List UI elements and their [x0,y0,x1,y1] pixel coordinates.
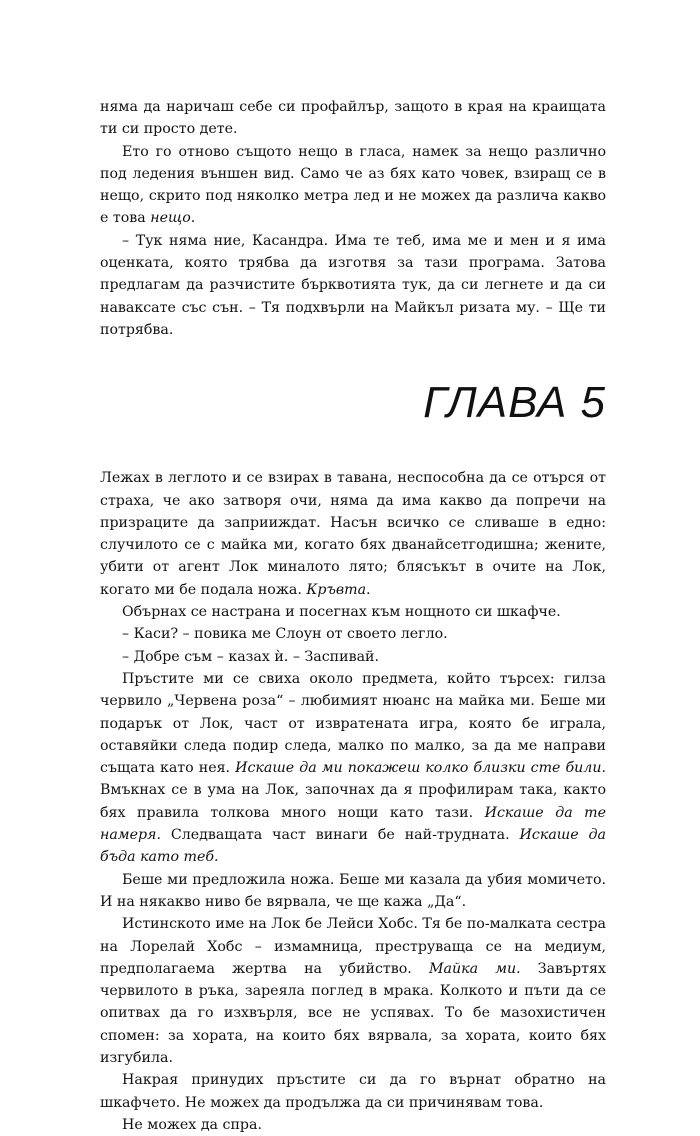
text-run: Истинското име на Лок бе Лейси Хобс. Тя бе по-малката сестра на Лорелай Хобс – измамница, преструваща се на медиум, предполагаема жертва на убийство. [100,916,606,977]
text-run: . [366,581,371,598]
paragraph [100,646,606,668]
italic-text: Искаше да бъда като теб. [100,827,606,866]
book-page [100,96,606,1136]
text-run: Пръстите ми се свиха около предмета, който търсех: гилза червило „Червена роза“ – любимият нюанс на майка ми. Беше ми подарък от Лок, част от извратената игра, която бе играла, оставяйки следа подир следа, малко по малко, за да ме направи същата като нея. [100,670,606,777]
text-run: Завъртях червилото в ръка, зареяла поглед в мрака. Колкото и пъти да се опитвах да го изхвърля, все не успявах. То бе мазохистичен спомен: за хората, на които бях вярвала, за хората, които бях изгубила. [100,960,606,1066]
paragraph [100,1114,606,1136]
text-run: . [190,210,196,227]
text-run: Вмъкнах се в ума на Лок, започнах да я профилирам така, както бях правила толкова много нощи като тази. [100,782,606,821]
text-run: Обърнах се настрана и посегнах към нощното си шкафче. [122,604,561,621]
text-run: – Добре съм – казах ѝ. – Заспивай. [122,648,380,665]
paragraph [100,230,606,341]
italic-text: Искаше да те намеря. [100,804,607,844]
paragraph [100,1069,606,1114]
italic-text: нещо [150,210,191,227]
text-run: Ето го отново същото нещо в гласа, намек за нещо различно под ледения външен вид. Само че аз бях като човек, взиращ се в нещо, скрито под няколко метра лед и не можех да различа какво е това [100,143,606,227]
paragraph [100,601,606,623]
section-before-chapter [100,96,606,341]
text-run: Лежах в леглото и се взирах в тавана, неспособна да се отърся от страха, че ако затворя очи, няма да има какво да попречи на призраците да заприиждат. Насън всичко се сливаше в едно: случилото се с майка ми, когато бях дванайсетгодишна; жените, убити от агент Лок миналото лято; блясъкът в очите на Лок, когато ми бе подала ножа. [100,470,606,598]
paragraph [100,668,606,869]
text-run: Накрая принудих пръстите си да го върнат обратно на шкафчето. Не можех да продължа да си причинявам това. [100,1072,606,1111]
chapter-heading: ГЛАВА 5 [423,378,606,428]
chapter-body [100,467,606,1136]
text-run: Не можех да спра. [122,1116,262,1133]
text-run: няма да наричаш себе си профайлър, защото в края на краищата ти си просто дете. [100,99,606,138]
italic-text: Искаше да ми покажеш колко близки сте били. [235,760,606,777]
italic-text: Кръвта [306,581,367,598]
paragraph [100,869,606,914]
paragraph [100,96,606,141]
paragraph [100,141,606,230]
paragraph [100,623,606,645]
paragraph [100,913,606,1069]
text-run: – Каси? – повика ме Слоун от своето легло. [122,626,448,643]
italic-text: Майка ми. [428,960,521,977]
text-run: – Тук няма ние, Касандра. Има те теб, има ме и мен и я има оценката, която трябва да изготвя за тази програма. Затова предлагам да разчистите бърквотията тук, да си легнете и да си наваксате със сън. – Тя подхвърли на Майкъл ризата му. – Ще ти потрябва. [100,232,606,338]
text-run: Беше ми предложила ножа. Беше ми казала да убия момичето. И на някакво ниво бе вярвала, че ще кажа „Да“. [100,871,606,910]
paragraph [100,467,606,601]
text-run: Следващата част винаги бе най-трудната. [160,827,520,844]
